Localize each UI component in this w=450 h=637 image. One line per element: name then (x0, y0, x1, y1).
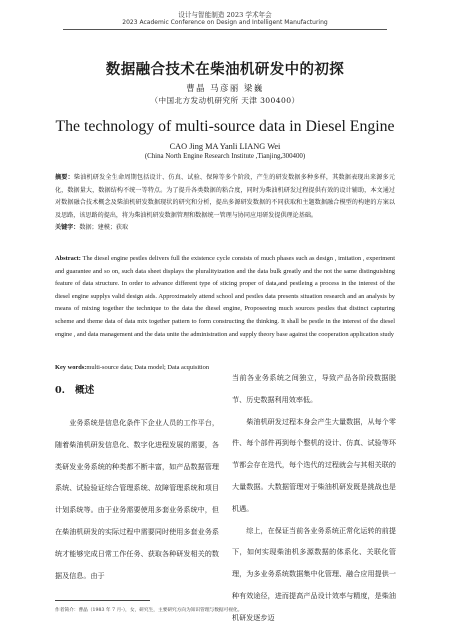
body-paragraph: 业务系统是信息化条件下企业人员的工作平台，随着柴油机研发信息化、数字化进程发展的需要，各类研发业务系统的种类都不断丰富，如产品数据管理系统、试验验证综合管理系统、故障管理系统和项目计划系统等。由于业务需要使用多套业务系统中，但在柴油机研发的实际过程中需要同时使用多套业务系统才能够完成日常工作任务、获取各种研发相关的数据及信息。由于 (55, 418, 219, 580)
body-column-right (232, 367, 396, 629)
abstract-en-label: Abstract: (55, 255, 81, 262)
authors-en: CAO Jing MA Yanli LIANG Wei (169, 142, 281, 151)
section-title: 概述 (75, 385, 95, 396)
abstract-cn-label: 摘要： (55, 174, 74, 181)
body-paragraph: 综上，在保证当前各业务系统正常化运转的前提下，如何实现柴油机多源数据的体系化、关联化管理，为多业务系统数据集中化管理、融合应用提供一种有效途径，进而提高产品设计效率与精度，是柴油机研发逐步迈 (232, 525, 396, 622)
body-column-left (55, 412, 219, 586)
keywords-en-text: multi-source data; Data model; Data acquisition (86, 364, 210, 371)
header-rule (63, 29, 387, 30)
affiliation-en: (China North Engine Research Institute ,Tianjing,300400) (144, 153, 306, 160)
footnote-rule (55, 600, 150, 601)
keywords-cn-text: 数据；建模；获取 (79, 224, 129, 231)
abstract-en (55, 253, 395, 341)
keywords-cn-label: 关键字： (55, 224, 80, 231)
section-heading (55, 382, 94, 396)
conference-name-cn: 设计与智能制造 2023 学术年会 (178, 11, 272, 19)
abstract-cn-text: 柴油机研发全生命周期包括设计、仿真、试验、保障等多个阶段，产生的研发数据多种多样，其数据表现出来源多元化，数据量大，数据结构不统一等特点。为了提升各类数据的粘合度，同时为柴油机研发过程提供有效的设计辅助，本文通过对数据融合技术概念及柴油机研发数据现状的研究和分析，提出多源研发数据的不同获取和主题数据融合模型的构建的方案以及思路，该思路的提出，将为柴油机研发数据管理和数据统一管理与协同应用研发提供理论基础。 (55, 174, 396, 219)
body-paragraph: 当前各业务系统之间独立，导致产品各阶段数据脱节、历史数据利用效率低。 (232, 373, 396, 404)
body-paragraph: 柴油机研发过程本身会产生大量数据，从每个零件、每个部件再到每个整机的设计、仿真、试验等环节都会存在迭代，每个迭代的过程就会与其相关联的大量数据。大数据管理对于柴油机研发既是挑战也是机遇。 (232, 416, 396, 513)
paper-title-cn: 数据融合技术在柴油机研发中的初探 (105, 61, 345, 78)
section-number: 0. (55, 385, 66, 396)
paper-title-en: The technology of multi-source data in Diesel Engine (55, 118, 395, 135)
conference-name-en: 2023 Academic Conference on Design and Intelligent Manufacturing (122, 19, 328, 26)
affiliation-cn: （中国北方发动机研究所 天津 300400） (150, 96, 300, 105)
author-footnote: 作者简介：曹晶（1983 年 7 月-），女，研究生，主要研究方向为知识管理与数据可视化。 (55, 608, 243, 613)
abstract-en-text: The diesel engine pestles delivers full the existence cycle consists of much phases such as design , imitation , experiment and guarantee and so on, such data sheet displays the pluralityization and the data bulk greatly and the not the same distinguishing feature of data structure. In order to advance different type of sticing proper of data,and pestleing a process in the interest of the diesel engine supplys valid design aids. Approximately attend school and pestles data presents situation research and an analysis by means of mixing together the technique to the data the diesel engine, Proposeeing much sources pestles that distinct capturing scheme and theme data of data mix together pattern to form constructing the thinking. It shall be pestle in the interest of the diesel engine , and data management and the data unite the administration and supply theory base against the cooperation application study (55, 255, 396, 338)
keywords-en-label: Key words: (55, 364, 87, 371)
authors-cn: 曹晶 马彦丽 梁巍 (186, 83, 264, 93)
abstract-cn (55, 172, 395, 235)
